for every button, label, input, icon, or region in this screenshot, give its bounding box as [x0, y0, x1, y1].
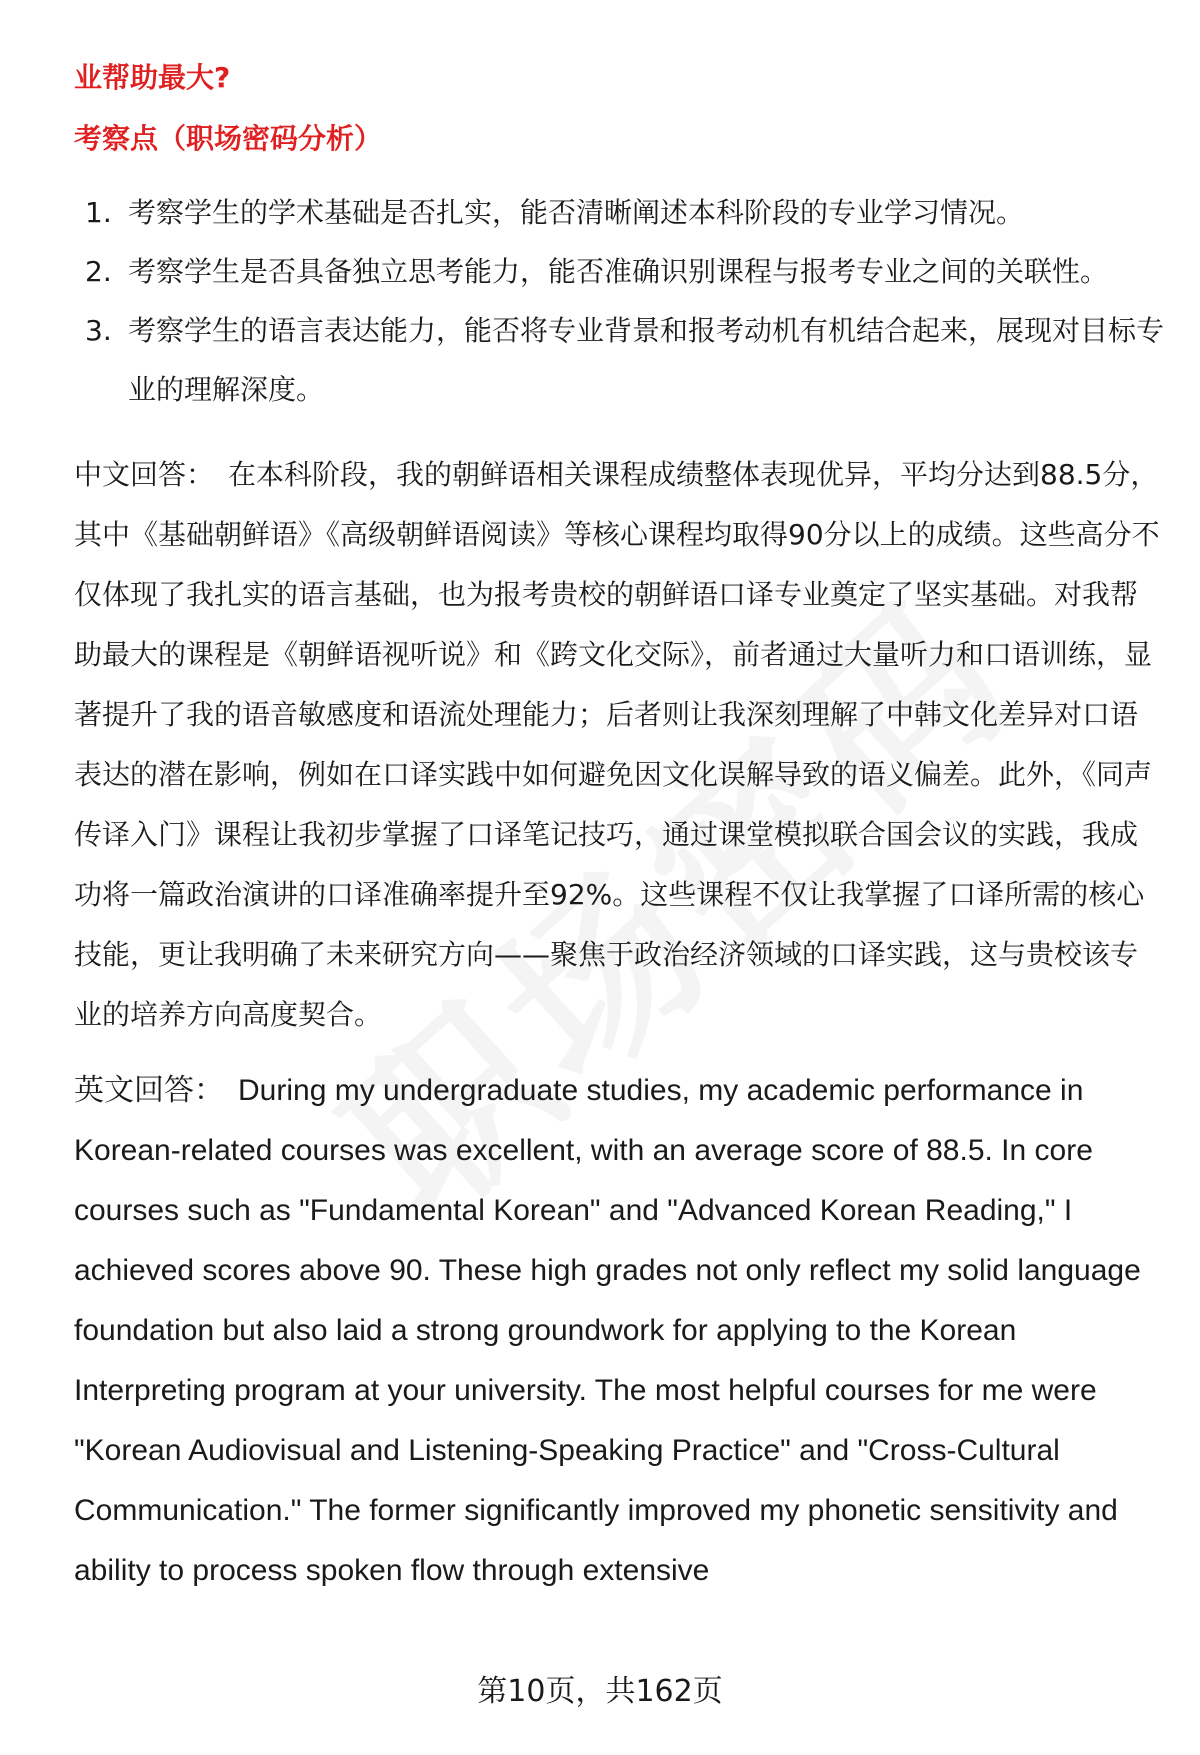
- english-answer-text: During my undergraduate studies, my academic performance in Korean-related courses was excellent, with an average score of 88.5. In core courses such as "Fundamental Korean" and "Advanced Korean Reading," I achieved scores above 90. These high grades not only reflect my solid language foundation but also laid a strong groundwork for applying to the Korean Interpreting program at your university. The most helpful courses for me were "Korean Audiovisual and Listening-Speaking Practice" and "Cross-Cultural Communication." The former significantly improved my phonetic sensitivity and ability to process spoken flow through extensive: [74, 1074, 1141, 1587]
- document-body: [74, 58, 1164, 1601]
- list-item-text: 考察学生是否具备独立思考能力，能否准确识别课程与报考专业之间的关联性。: [128, 255, 1109, 288]
- list-item-number: 3.: [85, 314, 112, 347]
- english-answer: [74, 1061, 1164, 1601]
- english-answer-label: 英文回答：: [74, 1074, 224, 1107]
- list-item: [74, 301, 1164, 419]
- section-title: 考察点（职场密码分析）: [74, 122, 383, 155]
- assessment-points-list: [74, 183, 1164, 419]
- list-item: [74, 242, 1164, 301]
- list-item-text: 考察学生的语言表达能力，能否将专业背景和报考动机有机结合起来，展现对目标专业的理解深度。: [128, 314, 1165, 406]
- page-number-footer: 第10页，共162页: [477, 1674, 723, 1709]
- list-item-number: 2.: [85, 255, 112, 288]
- list-item-number: 1.: [85, 196, 112, 229]
- chinese-answer: [74, 445, 1164, 1045]
- chinese-answer-text: 在本科阶段，我的朝鲜语相关课程成绩整体表现优异，平均分达到88.5分，其中《基础朝鲜语》《高级朝鲜语阅读》等核心课程均取得90分以上的成绩。这些高分不仅体现了我扎实的语言基础，也为报考贵校的朝鲜语口译专业奠定了坚实基础。对我帮助最大的课程是《朝鲜语视听说》和《跨文化交际》，前者通过大量听力和口语训练，显著提升了我的语音敏感度和语流处理能力；后者则让我深刻理解了中韩文化差异对口语表达的潜在影响，例如在口译实践中如何避免因文化误解导致的语义偏差。此外，《同声传译入门》课程让我初步掌握了口译笔记技巧，通过课堂模拟联合国会议的实践，我成功将一篇政治演讲的口译准确率提升至92%。这些课程不仅让我掌握了口译所需的核心技能，更让我明确了未来研究方向——聚焦于政治经济领域的口译实践，这与贵校该专业的培养方向高度契合。: [74, 458, 1160, 1031]
- chinese-answer-label: 中文回答：: [74, 458, 215, 491]
- question-heading-tail: 业帮助最大?: [74, 61, 231, 94]
- list-item-text: 考察学生的学术基础是否扎实，能否清晰阐述本科阶段的专业学习情况。: [128, 196, 1025, 229]
- list-item: [74, 183, 1164, 242]
